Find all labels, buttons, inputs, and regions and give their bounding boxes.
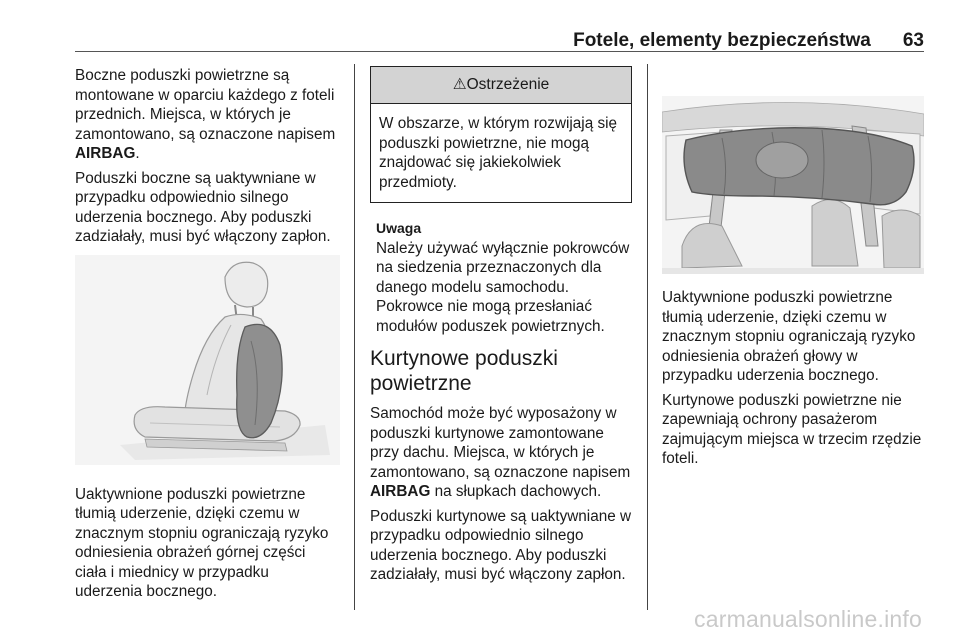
column-divider-2 (647, 64, 648, 610)
curtain-airbag-drawing (662, 96, 924, 274)
column-2 (370, 66, 632, 590)
curtain-airbag-caption: Uaktywnione poduszki powietrzne tłumią uderzenie, dzięki czemu w znacznym stopniu ograniczają ryzyko odniesienia obrażeń głowy w przypadku uderzenia bocznego. (662, 289, 916, 384)
warning-header (371, 67, 631, 104)
side-airbag-paragraph-2: Poduszki boczne są uaktywniane w przypadku odpowiednio silnego uderzenia bocznego. Aby poduszki zadziałały, musi być włączony zapłon. (75, 169, 331, 245)
seat-airbag-drawing (75, 255, 340, 465)
warning-body: W obszarze, w którym rozwijają się poduszki powietrzne, nie mogą znajdować się jakiekolwiek przedmioty. (379, 115, 618, 191)
third-row-note: Kurtynowe poduszki powietrzne nie zapewniają ochrony pasażerom zajmującym miejsca w trzecim rzędzie foteli. (662, 391, 922, 467)
header-divider (75, 51, 924, 52)
column-3 (662, 66, 924, 474)
curtain-airbag-illustration (662, 96, 924, 274)
side-seat-airbag-illustration (75, 255, 340, 465)
header-section-title: Fotele, elementy bezpieczeństwa (573, 30, 871, 51)
section-heading: Kurtynowe poduszki powietrzne (370, 347, 558, 395)
note-block (376, 219, 632, 336)
curtain-airbag-paragraph-2: Poduszki kurtynowe są uaktywniane w przypadku odpowiednio silnego uderzenia bocznego. Aby poduszki zadziałały, musi być włączony zapłon. (370, 507, 632, 583)
note-body: Należy używać wyłącznie pokrowców na siedzenia przeznaczonych dla danego modelu samochodu. Pokrowce nie mogą przesłaniać modułów poduszek powietrznych. (376, 239, 630, 335)
warning-box (370, 66, 632, 203)
page-number: 63 (902, 30, 924, 51)
column-1 (75, 66, 340, 607)
airbag-keyword: AIRBAG (370, 483, 431, 500)
column-divider-1 (354, 64, 355, 610)
side-airbag-paragraph-1: Boczne poduszki powietrzne są montowane w oparciu każdego z foteli przednich. Miejsca, w których je zamontowano, są oznaczone napisem AIRBAG. (75, 67, 336, 162)
warning-title: Ostrzeżenie (466, 76, 550, 93)
note-title: Uwaga (376, 220, 422, 236)
warning-triangle-icon: ⚠ (452, 76, 467, 93)
site-watermark: carmanualsonline.info (694, 606, 922, 632)
curtain-airbag-paragraph-1: Samochód może być wyposażony w poduszki kurtynowe zamontowane przy dachu. Miejsca, w których je zamontowano, są oznaczone napisem AIRBAG na słupkach dachowych. (370, 405, 631, 500)
page-header (75, 30, 924, 50)
airbag-keyword: AIRBAG (75, 145, 136, 162)
side-airbag-caption: Uaktywnione poduszki powietrzne tłumią uderzenie, dzięki czemu w znacznym stopniu ograniczają ryzyko odniesienia obrażeń górnej części ciała i miednicy w przypadku uderzenia bocznego. (75, 485, 329, 600)
